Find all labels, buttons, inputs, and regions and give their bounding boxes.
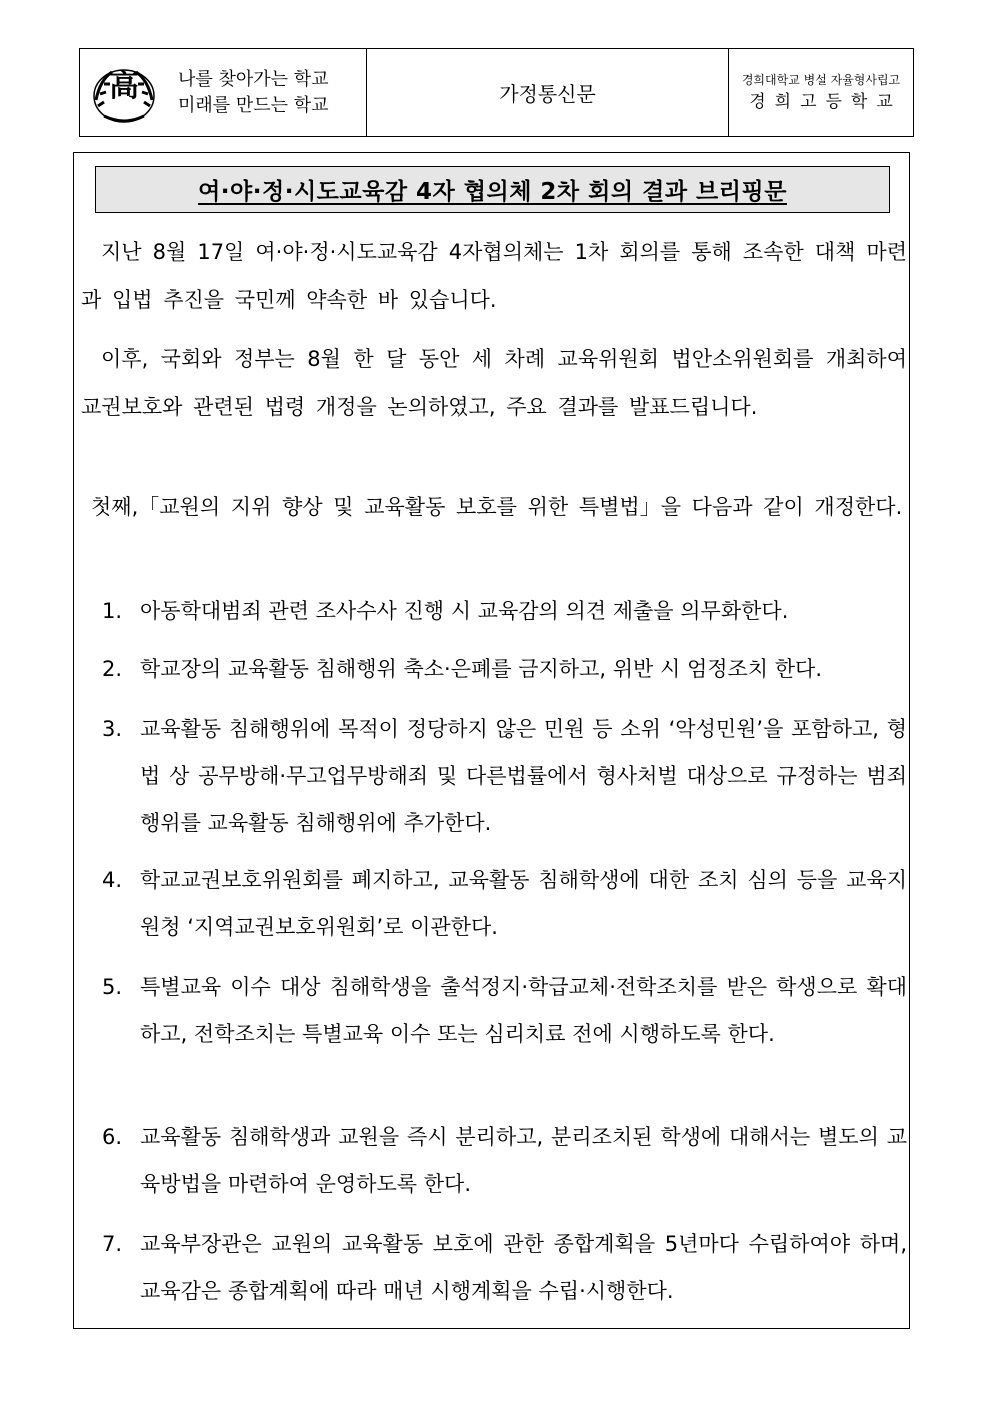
item-number: 1. bbox=[102, 599, 123, 623]
doc-type: 가정통신문 bbox=[367, 49, 729, 136]
document-body bbox=[73, 152, 910, 1329]
title-box bbox=[95, 166, 890, 213]
item-number: 2. bbox=[102, 657, 123, 681]
item-number: 5. bbox=[102, 975, 123, 999]
document-title: 여·야·정·시도교육감 4자 협의체 2차 회의 결과 브리핑문 bbox=[198, 179, 787, 205]
item-text: 아동학대범죄 관련 조사수사 진행 시 교육감의 의견 제출을 의무화한다. bbox=[140, 599, 789, 623]
item-text: 교육활동 침해행위에 목적이 정당하지 않은 민원 등 소위 ‘악성민원’을 포함하고, 형법 상 공무방해·무고업무방해죄 및 다른법률에서 형사처벌 대상으로 규정하는 범죄행위를 교육활동 침해행위에 추가한다. bbox=[140, 717, 907, 835]
list-item bbox=[102, 646, 907, 693]
item-number: 4. bbox=[102, 868, 123, 892]
paragraph-1: 지난 8월 17일 여·야·정·시도교육감 4자협의체는 1차 회의를 통해 조속한 대책 마련과 입법 추진을 국민께 약속한 바 있습니다. bbox=[81, 240, 907, 312]
list-item bbox=[102, 1114, 907, 1208]
slogan-line-2: 미래를 만드는 학교 bbox=[178, 94, 329, 116]
list-item bbox=[102, 1221, 907, 1315]
item-text: 특별교육 이수 대상 침해학생을 출석정지·학급교체·전학조치를 받은 학생으로 확대하고, 전학조치는 특별교육 이수 또는 심리치료 전에 시행하도록 한다. bbox=[140, 975, 907, 1046]
school-info bbox=[729, 49, 913, 136]
list-item bbox=[102, 706, 907, 847]
item-text: 학교교권보호위원회를 폐지하고, 교육활동 침해학생에 대한 조치 심의 등을 교육지원청 ‘지역교권보호위원회’로 이관한다. bbox=[140, 868, 907, 939]
school-slogan bbox=[178, 67, 329, 119]
item-number: 6. bbox=[102, 1125, 123, 1149]
header-left-cell bbox=[80, 49, 367, 136]
list-item bbox=[102, 857, 907, 951]
list-item bbox=[102, 588, 907, 635]
emblem-char: 高 bbox=[109, 68, 139, 104]
item-number: 7. bbox=[102, 1232, 123, 1256]
school-emblem-icon bbox=[90, 60, 158, 126]
paragraph-2: 이후, 국회와 정부는 8월 한 달 동안 세 차례 교육위원회 법안소위원회를 개최하여 교권보호와 관련된 법령 개정을 논의하였고, 주요 결과를 발표드립니다. bbox=[81, 347, 907, 419]
letter-header bbox=[79, 48, 914, 137]
item-text: 교육부장관은 교원의 교육활동 보호에 관한 종합계획을 5년마다 수립하여야 하며, 교육감은 종합계획에 따라 매년 시행계획을 수립·시행한다. bbox=[140, 1232, 907, 1303]
school-name: 경희고등학교 bbox=[749, 91, 902, 112]
list-item bbox=[102, 964, 907, 1058]
slogan-line-1: 나를 찾아가는 학교 bbox=[178, 68, 329, 90]
item-number: 3. bbox=[102, 717, 123, 741]
item-text: 교육활동 침해학생과 교원을 즉시 분리하고, 분리조치된 학생에 대해서는 별도의 교육방법을 마련하여 운영하도록 한다. bbox=[140, 1125, 907, 1196]
paragraph-3: 첫째,「교원의 지위 향상 및 교육활동 보호를 위한 특별법」을 다음과 같이 개정한다. bbox=[91, 495, 903, 519]
school-subtitle: 경희대학교 병설 자율형사립고 bbox=[741, 72, 901, 87]
item-text: 학교장의 교육활동 침해행위 축소·은폐를 금지하고, 위반 시 엄정조치 한다. bbox=[140, 657, 823, 681]
